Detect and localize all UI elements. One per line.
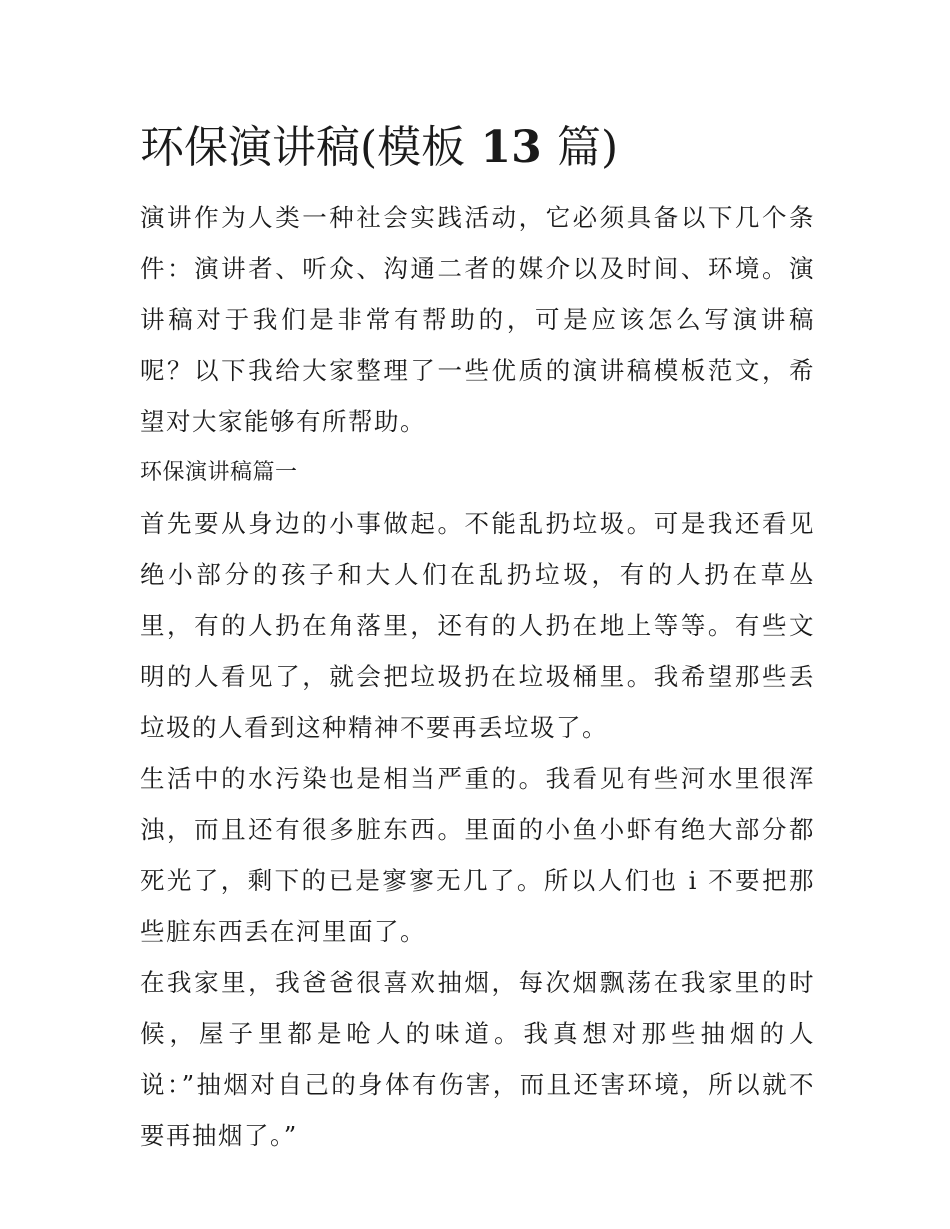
title-number: 13 (465, 122, 558, 173)
body-paragraph-2: 生活中的水污染也是相当严重的。我看见有些河水里很浑浊，而且还有很多脏东西。里面的小鱼小虾有绝大部分都死光了，剩下的已是寥寥无几了。所以人们也 i 不要把那些脏东西丢在河里面了。 (140, 764, 815, 946)
section-heading: 环保演讲稿篇一 (140, 460, 298, 485)
body-paragraph-3: 在我家里，我爸爸很喜欢抽烟，每次烟飘荡在我家里的时候，屋子里都是呛人的味道。我真想对那些抽烟的人说：”抽烟对自己的身体有伤害，而且还害环境，所以就不要再抽烟了。” (140, 968, 815, 1150)
document-page (140, 118, 815, 1161)
body-paragraph-1: 首先要从身边的小事做起。不能乱扔垃圾。可是我还看见绝小部分的孩子和大人们在乱扔垃圾，有的人扔在草丛里，有的人扔在角落里，还有的人扔在地上等等。有些文明的人看见了，就会把垃圾扔在垃圾桶里。我希望那些丢垃圾的人看到这种精神不要再丢垃圾了。 (140, 509, 815, 742)
intro-paragraph: 演讲作为人类一种社会实践活动，它必须具备以下几个条件：演讲者、听众、沟通二者的媒介以及时间、环境。演讲稿对于我们是非常有帮助的，可是应该怎么写演讲稿呢？以下我给大家整理了一些优质的演讲稿模板范文，希望对大家能够有所帮助。 (140, 203, 815, 436)
document-title: 环保演讲稿(模板 13 篇) (140, 122, 619, 173)
